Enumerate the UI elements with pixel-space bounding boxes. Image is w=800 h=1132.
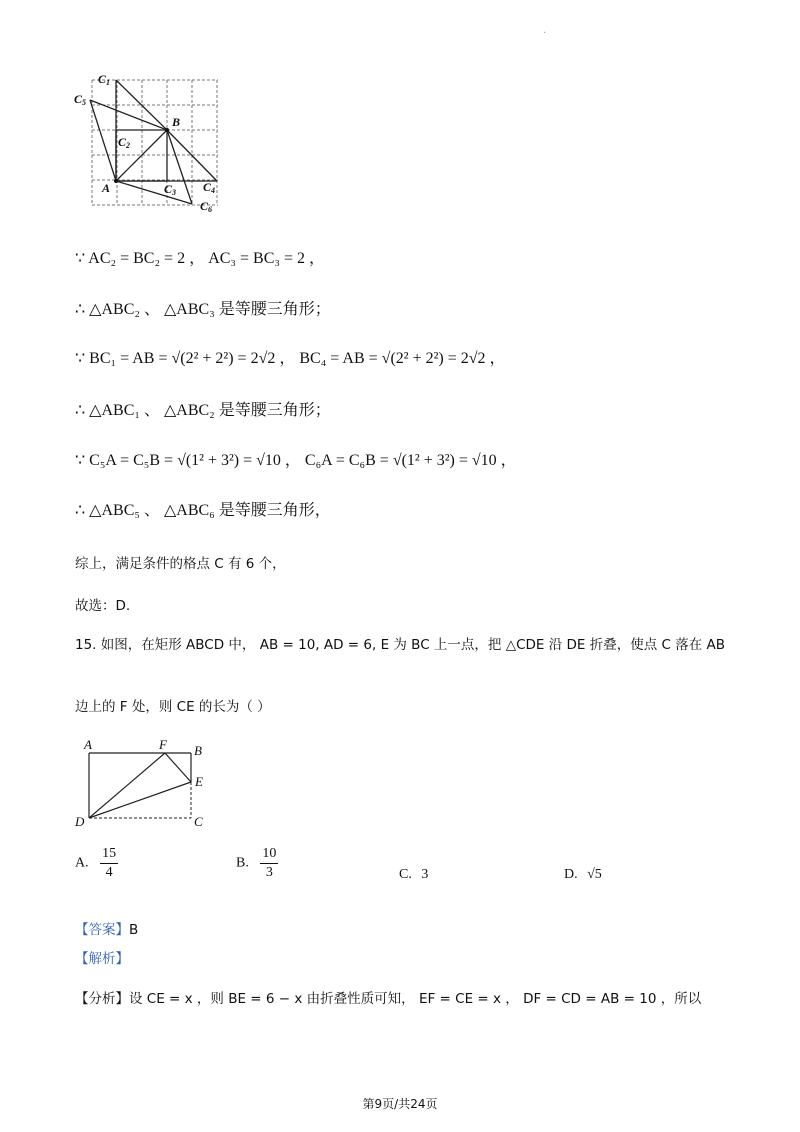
fraction-numerator: 15 <box>100 845 118 864</box>
option-letter: A. <box>75 855 89 871</box>
grid-label: C5 <box>74 92 87 107</box>
grid-label: A <box>102 181 111 195</box>
solution-line-3: ∵ BC₁ = AB = √(2² + 2²) = 2√2 ， BC₄ = AB = √(2² + 2²) = 2√2 ， <box>75 350 506 367</box>
page-dot: · <box>543 28 547 39</box>
solution-line-7: 综上，满足条件的格点 C 有 6 个， <box>75 556 286 572</box>
grid-figure <box>72 72 232 214</box>
option-d <box>564 867 602 883</box>
rect-label: B <box>194 743 202 758</box>
option-a <box>75 845 118 882</box>
option-c <box>399 867 428 883</box>
rect-label: A <box>84 737 92 752</box>
option-b <box>236 845 278 882</box>
option-value: 3 <box>421 867 429 882</box>
grid-label: C1 <box>98 72 111 87</box>
rect-label: F <box>159 737 167 752</box>
analysis-line: 【分析】设 CE = x ，则 BE = 6 − x 由折叠性质可知， EF = CE = x ， DF = CD = AB = 10 ，所以 <box>75 991 702 1007</box>
solution-line-1: ∵ AC₂ = BC₂ = 2 ， AC₃ = BC₃ = 2 ， <box>75 250 325 267</box>
fraction-denominator: 3 <box>265 865 273 880</box>
grid-label: C6 <box>200 199 213 214</box>
fraction-numerator: 10 <box>260 845 278 864</box>
grid-label: C4 <box>203 180 216 195</box>
rect-label: C <box>194 814 203 829</box>
solution-line-5: ∵ C₅A = C₅B = √(1² + 3²) = √10 ， C₆A = C₆B = √(1² + 3²) = √10 ， <box>75 452 517 469</box>
question-line-1: 15. 如图，在矩形 ABCD 中， AB = 10, AD = 6, E 为 BC 上一点，把 △CDE 沿 DE 折叠，使点 C 落在 AB <box>75 637 726 653</box>
rect-label: E <box>195 774 203 789</box>
solution-line-4: ∴ △ABC₁ 、 △ABC₂ 是等腰三角形； <box>75 402 331 419</box>
rect-label: D <box>75 814 85 829</box>
question-line-2: 边上的 F 处，则 CE 的长为（ ） <box>75 699 271 715</box>
option-fraction <box>100 845 118 882</box>
grid-label: B <box>172 115 181 129</box>
fraction-denominator: 4 <box>105 865 113 880</box>
option-letter: D. <box>564 867 578 882</box>
answer-tag: 【答案】 <box>75 922 129 938</box>
grid-label: C3 <box>164 182 177 197</box>
option-value: √5 <box>587 867 602 882</box>
rectangle-figure <box>72 735 222 833</box>
solution-line-6: ∴ △ABC₅ 、 △ABC₆ 是等腰三角形， <box>75 502 331 519</box>
solution-line-8: 故选：D. <box>75 598 131 614</box>
option-fraction <box>260 845 278 882</box>
answer-value: B <box>129 922 139 938</box>
answer-line <box>75 918 138 938</box>
solution-line-2: ∴ △ABC₂ 、 △ABC₃ 是等腰三角形； <box>75 301 331 318</box>
option-letter: C. <box>399 867 412 882</box>
option-letter: B. <box>236 855 249 871</box>
page-footer: 第9页/共24页 <box>362 1097 438 1111</box>
analysis-tag: 【解析】 <box>75 951 129 967</box>
grid-label: C2 <box>118 135 131 150</box>
